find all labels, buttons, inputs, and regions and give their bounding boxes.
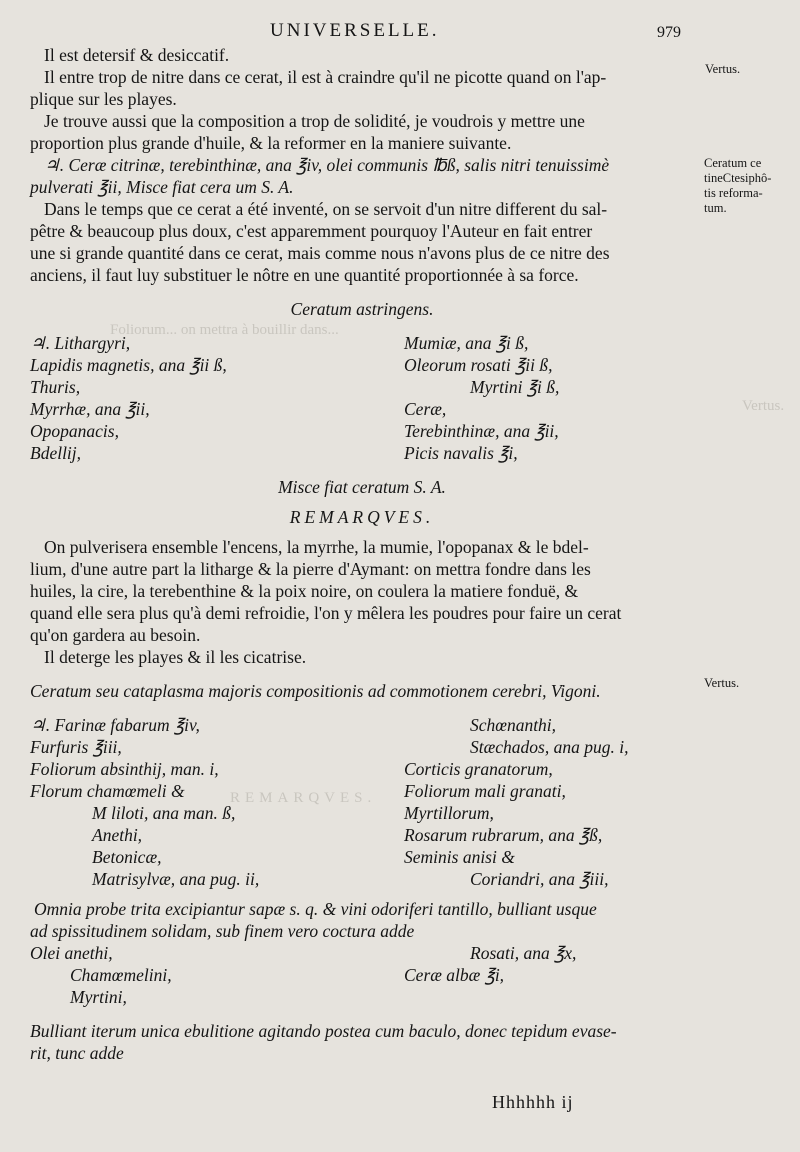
bleed-through-remarques: REMARQVES. (230, 790, 377, 806)
recipe-line: Omnia probe trita excipiantur sapæ s. q. & vini odoriferi tantillo, bulliant usque (34, 899, 597, 919)
ingredient: Seminis anisi & (404, 847, 515, 867)
section-title-astringens: Ceratum astringens. (290, 299, 434, 319)
text-line: pêtre & beaucoup plus doux, c'est apparemment pourquoy l'Auteur en fait entrer (30, 221, 593, 241)
cataplasma-recipe (30, 714, 694, 890)
ingredient: Olei anethi, (30, 943, 113, 963)
recipe-line: ad spissitudinem solidam, sub finem vero coctura adde (30, 921, 415, 941)
text-line: lium, d'une autre part la litharge & la pierre d'Aymant: on mettra fondre dans les (30, 559, 591, 579)
ingredient: Coriandri, ana ℥iii, (470, 869, 609, 889)
ingredient: Terebinthinæ, ana ℥ii, (404, 421, 559, 441)
ingredient: Lapidis magnetis, ana ℥ii ß, (30, 355, 227, 375)
ingredient: Florum chamœmeli & (30, 781, 185, 801)
ingredient: Furfuris ℥iii, (30, 737, 122, 757)
bleed-through-vertus: Vertus. (742, 398, 785, 414)
margin-note-text: Vertus. (704, 676, 740, 690)
text-line: Je trouve aussi que la composition a trop de solidité, je voudrois y mettre une (44, 111, 585, 131)
running-title: UNIVERSELLE. (270, 20, 440, 41)
ingredient: Foliorum absinthij, man. i, (30, 759, 219, 779)
ingredient: Picis navalis ℥i, (404, 443, 518, 463)
ingredient: Rosarum rubrarum, ana ℥ß, (404, 825, 603, 845)
recipe-line: pulverati ℥ii, Misce fiat cera um S. A. (30, 177, 294, 197)
ingredient: Thuris, (30, 377, 81, 397)
ingredient: Chamœmelini, (70, 965, 172, 985)
ingredient: Myrtini, (70, 987, 127, 1007)
ingredient: Betonicæ, (92, 847, 162, 867)
misce-line: Misce fiat ceratum S. A. (278, 477, 446, 497)
text-line: huiles, la cire, la terebenthine & la poix noire, on coulera la matiere fonduë, & (30, 581, 579, 601)
margin-note-vertus-2 (704, 676, 739, 691)
text-line: Dans le temps que ce cerat a été inventé, on se servoit d'un nitre different du sal- (44, 199, 608, 219)
text-line: Il deterge les playes & il les cicatrise. (44, 647, 307, 667)
bleed-through-text: Foliorum... on mettra à bouillir dans... (110, 322, 339, 338)
margin-note-ceratum (704, 156, 771, 216)
section-title-remarques: REMARQVES. (289, 507, 435, 527)
text-line: proportion plus grande d'huile, & la reformer en la maniere suivante. (30, 133, 512, 153)
margin-note-line: tis reforma- (704, 186, 763, 200)
text-line: qu'on gardera au besoin. (30, 625, 201, 645)
ingredient: Anethi, (92, 825, 143, 845)
margin-note-line: tum. (704, 201, 727, 215)
text-line: On pulverisera ensemble l'encens, la myrrhe, la mumie, l'opopanax & le bdel- (44, 537, 589, 557)
ingredient: M liloti, ana man. ß, (92, 803, 236, 823)
text-line: Il entre trop de nitre dans ce cerat, il est à craindre qu'il ne picotte quand on l'ap- (44, 67, 607, 87)
ingredient: Oleorum rosati ℥ii ß, (404, 355, 553, 375)
ingredient: Corticis granatorum, (404, 759, 553, 779)
ingredient: Mumiæ, ana ℥i ß, (404, 333, 529, 353)
text-line: anciens, il faut luy substituer le nôtre en une quantité proportionnée à sa force. (30, 265, 579, 285)
ingredient: Bdellij, (30, 443, 82, 463)
ingredient: Stæchados, ana pug. i, (470, 737, 629, 757)
ingredient: ♃. Farinæ fabarum ℥iv, (30, 715, 200, 735)
ingredient: Opopanacis, (30, 421, 119, 441)
text-line: une si grande quantité dans ce cerat, mais comme nous n'avons plus de ce nitre des (30, 243, 610, 263)
recipe-line: rit, tunc adde (30, 1043, 124, 1063)
signature-mark: Hhhhhh ij (492, 1092, 574, 1112)
ingredient: Schœnanthi, (470, 715, 557, 735)
ingredient: Myrtillorum, (404, 803, 494, 823)
margin-note-vertus (705, 62, 740, 77)
ingredient: Ceræ, (404, 399, 447, 419)
recipe-line: ♃. Ceræ citrinæ, terebinthinæ, ana ℥iv, olei communis ℔ß, salis nitri tenuissimè (44, 155, 610, 175)
margin-note-line: tineCtesiphô- (704, 171, 772, 185)
ingredient: Foliorum mali granati, (404, 781, 566, 801)
text-line: Il est detersif & desiccatif. (44, 45, 230, 65)
text-line: plique sur les playes. (30, 89, 177, 109)
recipe-line: Bulliant iterum unica ebulitione agitando postea cum baculo, donec tepidum evase- (30, 1021, 617, 1041)
ingredient: Myrrhæ, ana ℥ii, (30, 399, 150, 419)
ingredient: Myrtini ℥i ß, (470, 377, 560, 397)
margin-note-text: Vertus. (705, 62, 741, 76)
section-title-cataplasma: Ceratum seu cataplasma majoris compositionis ad commotionem cerebri, Vigoni. (30, 681, 601, 701)
astringens-recipe (30, 332, 694, 464)
olei-recipe (30, 942, 694, 1008)
page-body (30, 44, 694, 1064)
ingredient: ♃. Lithargyri, (30, 333, 131, 353)
page-number: 979 (657, 24, 681, 41)
ingredient: Rosati, ana ℥x, (470, 943, 577, 963)
text-line: quand elle sera plus qu'à demi refroidie, l'on y mêlera les poudres pour faire un cerat (30, 603, 622, 623)
ingredient: Ceræ albæ ℥i, (404, 965, 505, 985)
margin-note-line: Ceratum ce (704, 156, 762, 170)
ingredient: Matrisylvæ, ana pug. ii, (92, 869, 260, 889)
